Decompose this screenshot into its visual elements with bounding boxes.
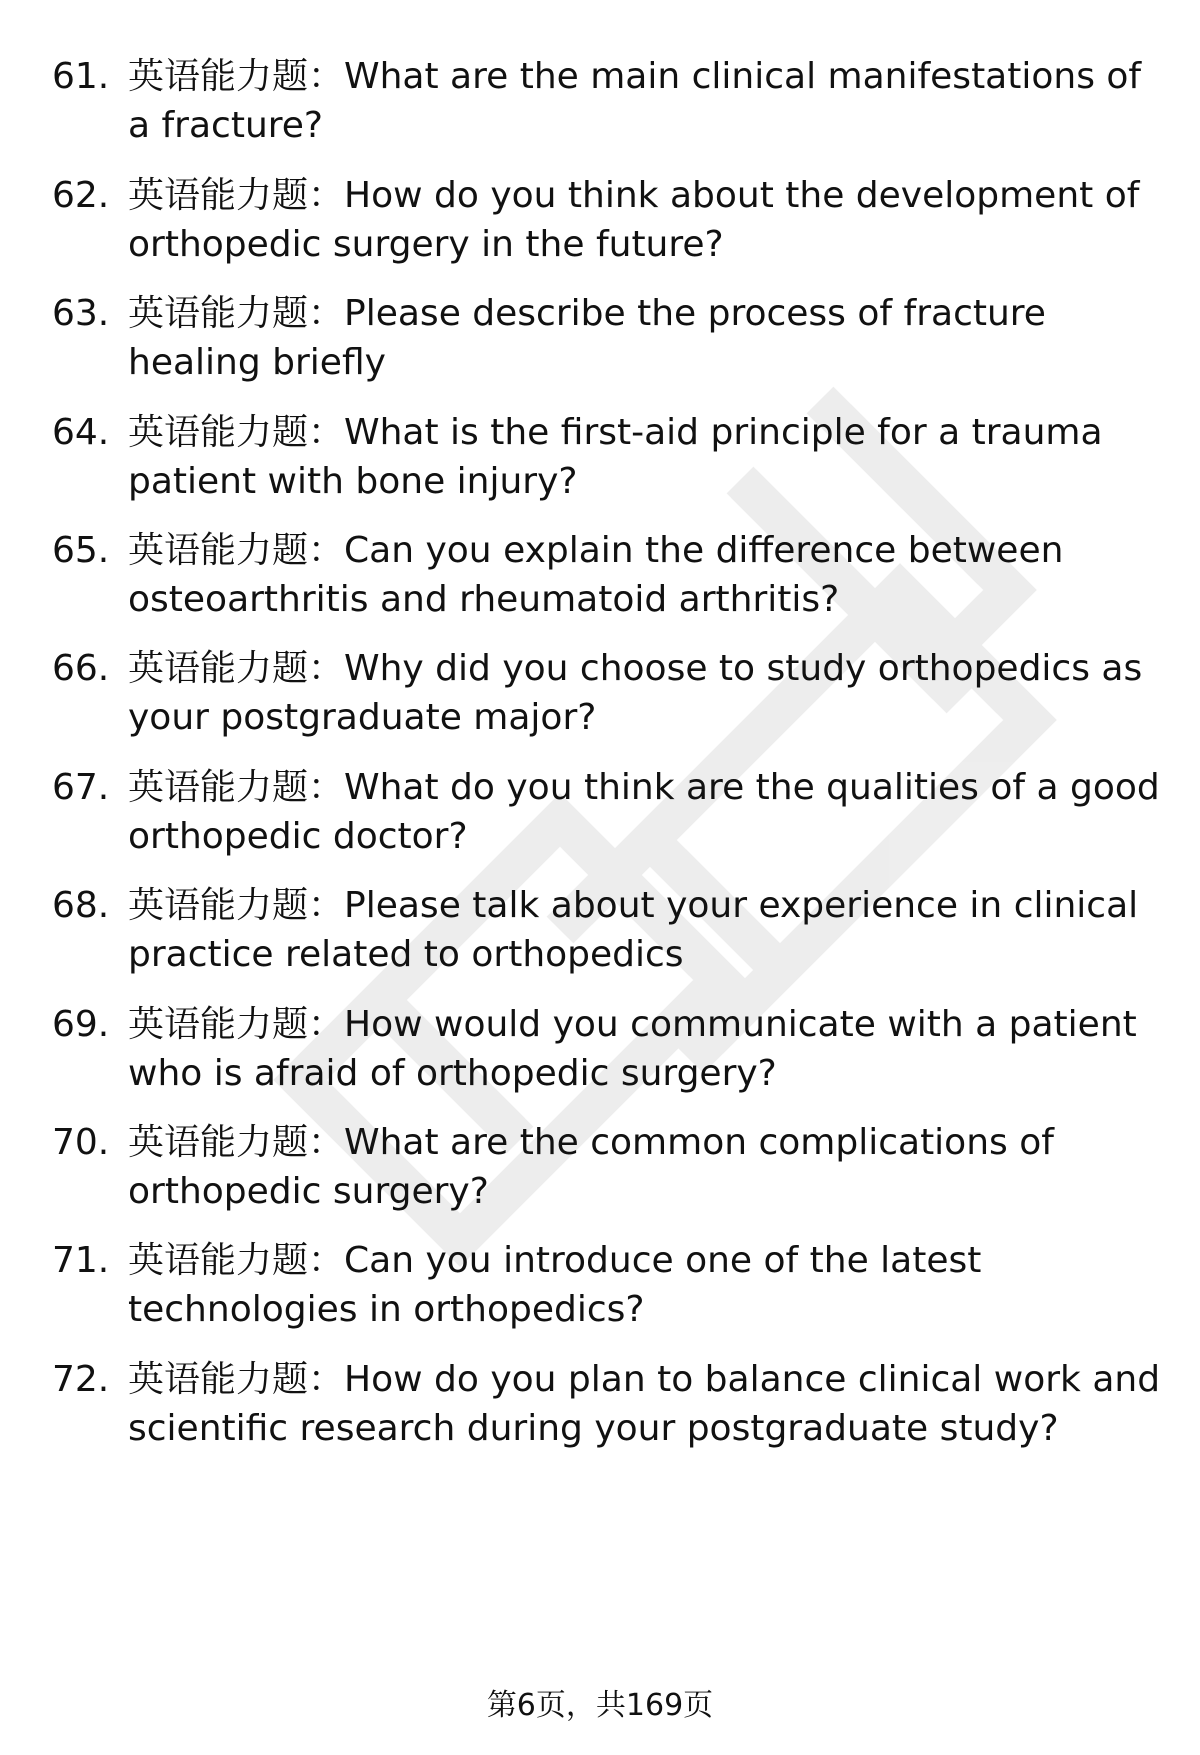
question-tag: 英语能力题：	[128, 412, 345, 453]
page-number-label: 第6页，共169页	[486, 1688, 714, 1723]
question-item	[52, 171, 1162, 269]
question-tag: 英语能力题：	[128, 1240, 345, 1281]
question-item	[52, 526, 1162, 624]
question-number: 68.	[52, 885, 110, 926]
question-number: 71.	[52, 1240, 110, 1281]
question-text: What do you think are the qualities of a good orthopedic doctor?	[128, 767, 1160, 857]
question-text: How do you plan to balance clinical work and scientific research during your postgraduate study?	[128, 1359, 1161, 1449]
question-number: 66.	[52, 648, 110, 689]
question-item	[52, 289, 1162, 387]
question-item	[52, 408, 1162, 506]
question-tag: 英语能力题：	[128, 1122, 345, 1163]
question-number: 69.	[52, 1004, 110, 1045]
question-number: 62.	[52, 175, 110, 216]
question-text: What are the common complications of orthopedic surgery?	[128, 1122, 1054, 1212]
question-tag: 英语能力题：	[128, 648, 345, 689]
question-tag: 英语能力题：	[128, 885, 345, 926]
question-text: What are the main clinical manifestations of a fracture?	[128, 56, 1142, 146]
question-number: 70.	[52, 1122, 110, 1163]
question-number: 67.	[52, 767, 110, 808]
question-item	[52, 1118, 1162, 1216]
question-item	[52, 1236, 1162, 1334]
question-number: 65.	[52, 530, 110, 571]
question-tag: 英语能力题：	[128, 530, 345, 571]
page-footer	[0, 1680, 1200, 1724]
question-number: 64.	[52, 412, 110, 453]
question-number: 72.	[52, 1359, 110, 1400]
question-text: How do you think about the development of orthopedic surgery in the future?	[128, 175, 1140, 265]
question-item	[52, 52, 1162, 150]
question-item	[52, 763, 1162, 861]
question-number: 63.	[52, 293, 110, 334]
question-item	[52, 644, 1162, 742]
question-item	[52, 1355, 1162, 1453]
question-text: Please describe the process of fracture healing briefly	[128, 293, 1046, 383]
question-item	[52, 881, 1162, 979]
question-text: Please talk about your experience in clinical practice related to orthopedics	[128, 885, 1139, 975]
question-text: Can you introduce one of the latest technologies in orthopedics?	[128, 1240, 982, 1330]
question-text: What is the first-aid principle for a trauma patient with bone injury?	[128, 412, 1103, 502]
question-tag: 英语能力题：	[128, 1359, 345, 1400]
question-text: Can you explain the difference between osteoarthritis and rheumatoid arthritis?	[128, 530, 1064, 620]
question-tag: 英语能力题：	[128, 56, 345, 97]
question-text: How would you communicate with a patient who is afraid of orthopedic surgery?	[128, 1004, 1137, 1094]
question-item	[52, 1000, 1162, 1098]
question-tag: 英语能力题：	[128, 767, 345, 808]
question-tag: 英语能力题：	[128, 293, 345, 334]
question-number: 61.	[52, 56, 110, 97]
question-tag: 英语能力题：	[128, 1004, 345, 1045]
question-tag: 英语能力题：	[128, 175, 345, 216]
question-text: Why did you choose to study orthopedics as your postgraduate major?	[128, 648, 1143, 738]
